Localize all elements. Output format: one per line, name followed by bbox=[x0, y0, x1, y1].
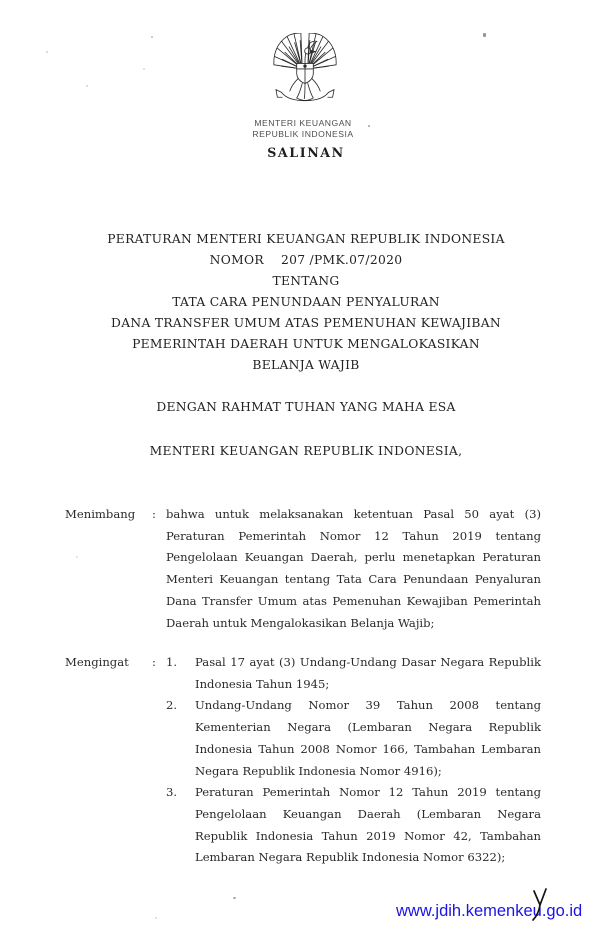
legal-basis-item bbox=[166, 695, 541, 782]
regulation-title-block bbox=[0, 229, 612, 376]
considering-label: Menimbang bbox=[65, 507, 136, 521]
subject-line-1: TATA CARA PENUNDAAN PENYALURAN bbox=[172, 295, 440, 309]
garuda-pancasila-emblem bbox=[262, 33, 348, 109]
recalling-colon: : bbox=[152, 655, 156, 669]
legal-basis-item bbox=[166, 782, 541, 869]
scan-speck bbox=[86, 85, 88, 87]
recalling-content bbox=[166, 652, 541, 869]
legal-item-number: 2. bbox=[166, 698, 178, 713]
recalling-clause bbox=[65, 652, 541, 869]
ministry-name bbox=[0, 118, 606, 140]
legal-item-number: 3. bbox=[166, 785, 178, 800]
handwritten-mark bbox=[530, 888, 552, 922]
scan-speck bbox=[143, 68, 145, 70]
scan-speck bbox=[483, 33, 486, 37]
legal-item-text: Undang-Undang Nomor 39 Tahun 2008 tentang Kementerian Negara (Lembaran Negara Republik Indonesia Tahun 2008 Nomor 166, Tambahan Lembaran Negara Republik Indonesia Nomor 4916); bbox=[195, 698, 541, 778]
scan-speck bbox=[151, 36, 153, 38]
legal-item-text: Pasal 17 ayat (3) Undang-Undang Dasar Negara Republik Indonesia Tahun 1945; bbox=[195, 655, 541, 691]
subject-line-4: BELANJA WAJIB bbox=[252, 358, 360, 372]
subject-line-2: DANA TRANSFER UMUM ATAS PEMENUHAN KEWAJIBAN bbox=[111, 316, 501, 330]
recalling-label: Mengingat bbox=[65, 655, 129, 669]
scan-speck bbox=[368, 125, 370, 127]
ministry-line-1: MENTERI KEUANGAN bbox=[254, 118, 352, 128]
copy-stamp: SALINAN bbox=[267, 145, 345, 160]
considering-clause bbox=[65, 504, 541, 634]
about-label: TENTANG bbox=[272, 274, 340, 288]
authority-line: MENTERI KEUANGAN REPUBLIK INDONESIA, bbox=[149, 444, 463, 458]
number-value: 207 /PMK.07/2020 bbox=[280, 253, 403, 267]
regulation-title-line: PERATURAN MENTERI KEUANGAN REPUBLIK INDONESIA bbox=[107, 232, 505, 246]
jdih-url-link[interactable]: www.jdih.kemenkeu.go.id bbox=[396, 902, 583, 920]
considering-text: bahwa untuk melaksanakan ketentuan Pasal 50 ayat (3) Peraturan Pemerintah Nomor 12 Tahun 2019 tentang Pengelolaan Keuangan Daerah, perlu menetapkan Peraturan Menteri Keuangan tentang Tata Cara Penundaan Penyaluran Dana Transfer Umum atas Pemenuhan Kewajiban Pemerintah Daerah untuk Mengalokasikan Belanja Wajib; bbox=[166, 507, 541, 630]
considering-content bbox=[166, 504, 541, 634]
ministry-line-2: REPUBLIK INDONESIA bbox=[252, 129, 354, 139]
considering-colon: : bbox=[152, 507, 156, 521]
scan-speck bbox=[76, 556, 78, 558]
regulation-number-line bbox=[0, 250, 612, 271]
legal-basis-item bbox=[166, 652, 541, 695]
number-label: NOMOR bbox=[209, 253, 264, 267]
legal-item-number: 1. bbox=[166, 655, 178, 669]
scan-speck bbox=[155, 917, 157, 919]
scan-speck bbox=[233, 897, 236, 899]
subject-line-3: PEMERINTAH DAERAH UNTUK MENGALOKASIKAN bbox=[132, 337, 480, 351]
legal-item-text: Peraturan Pemerintah Nomor 12 Tahun 2019 tentang Pengelolaan Keuangan Daerah (Lembaran Negara Republik Indonesia Tahun 2019 Nomor 42, Tambahan Lembaran Negara Republik Indonesia Nomor 6322); bbox=[195, 785, 541, 865]
grace-line: DENGAN RAHMAT TUHAN YANG MAHA ESA bbox=[156, 400, 456, 414]
scan-speck bbox=[46, 51, 48, 53]
